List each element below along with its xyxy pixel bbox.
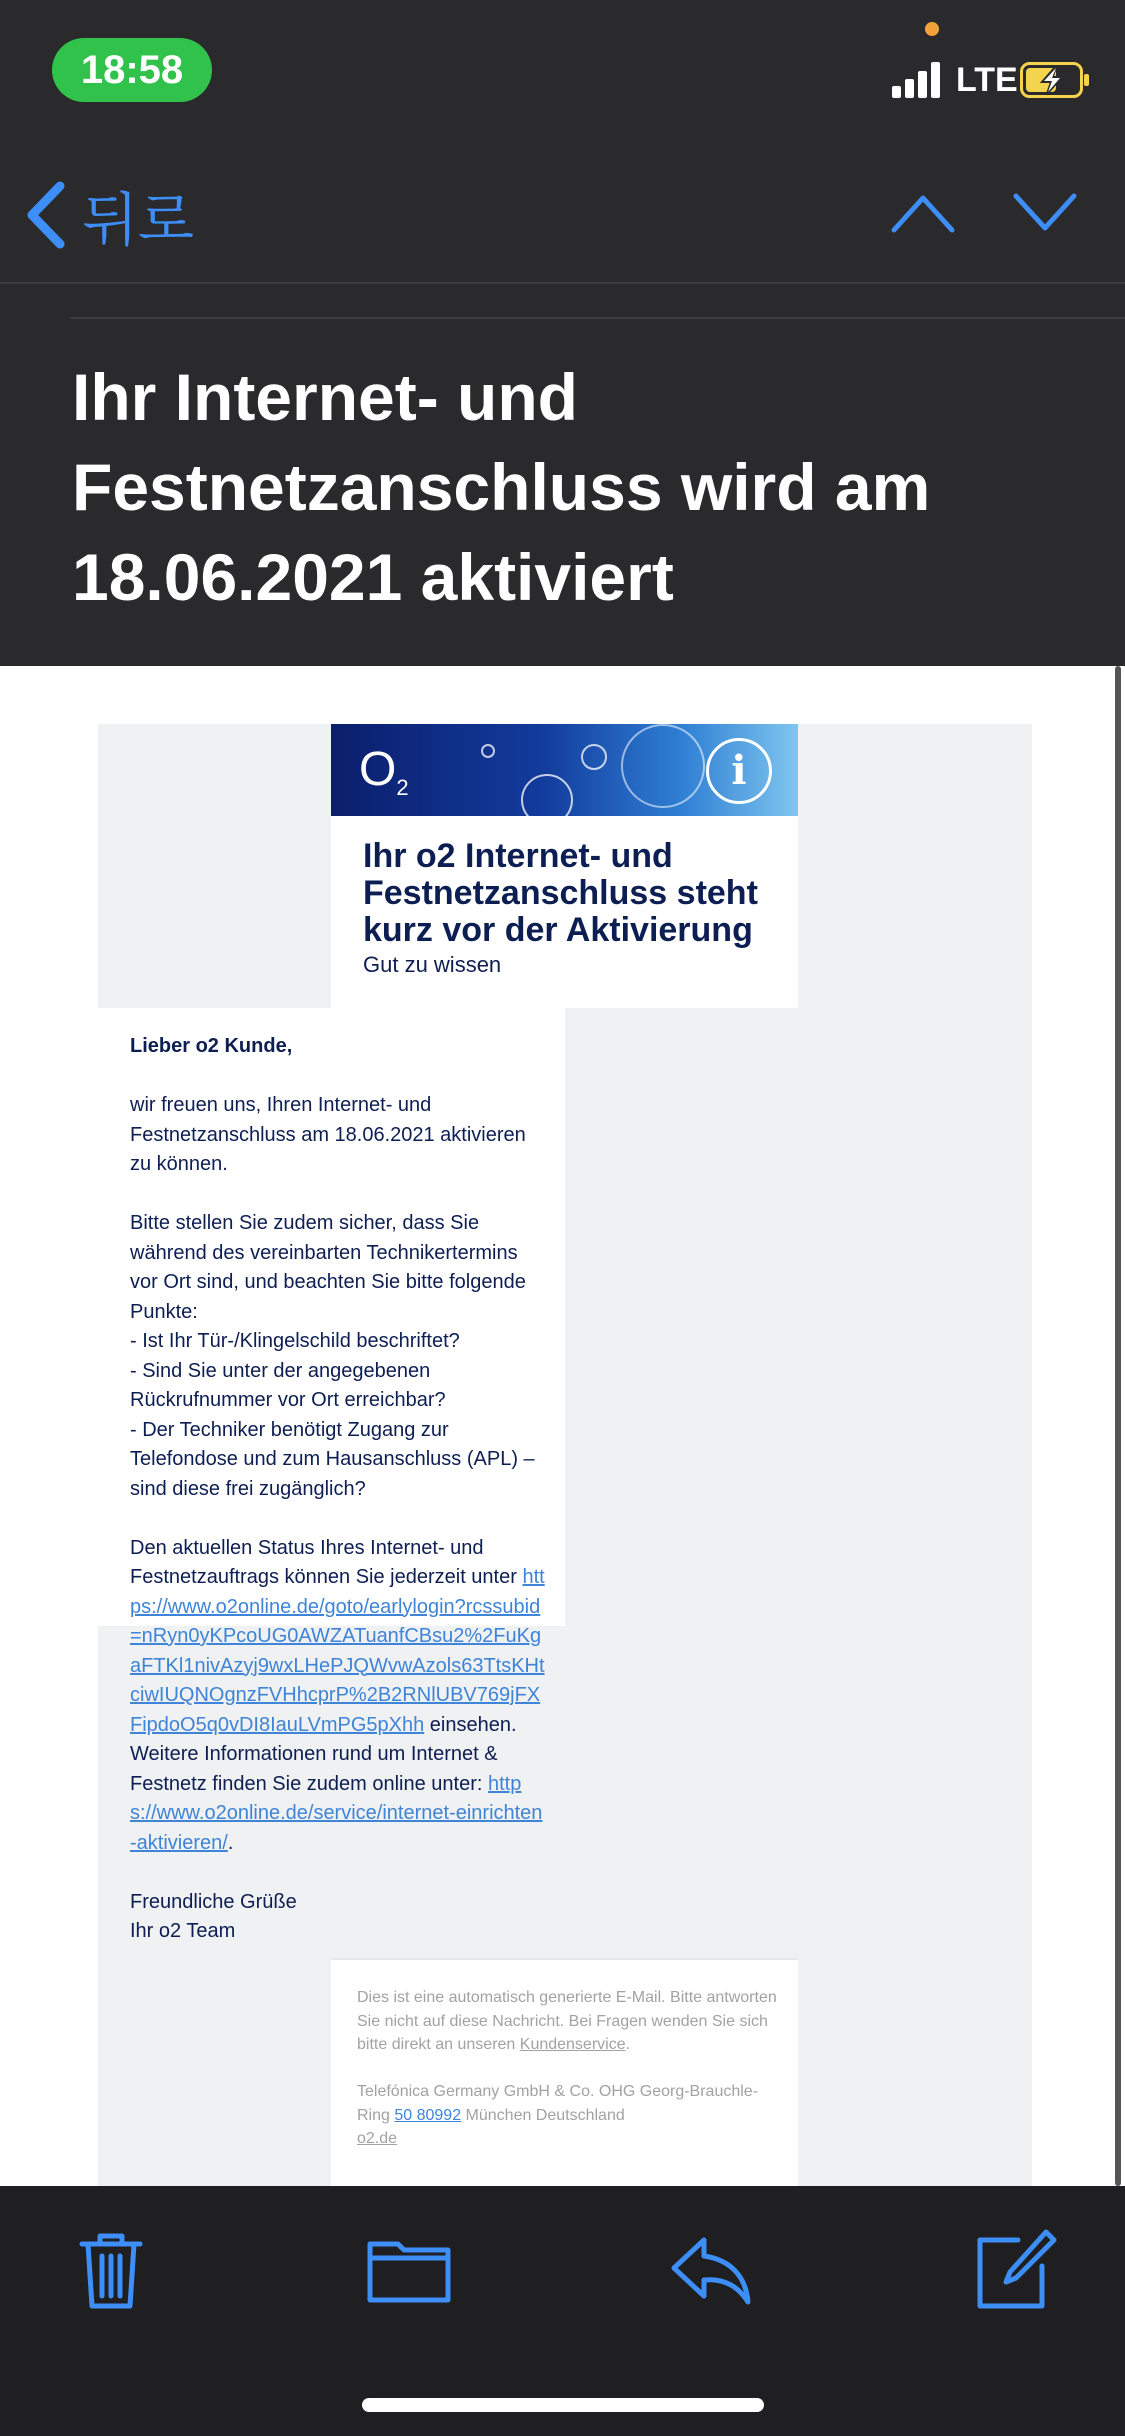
folder-icon[interactable]	[366, 2226, 452, 2312]
previous-message-button[interactable]	[890, 190, 956, 236]
hero-title: Ihr o2 Internet- und Festnetzanschluss steht kurz vor der Aktivierung	[363, 837, 758, 949]
bottom-toolbar	[0, 2186, 1125, 2436]
kundenservice-link[interactable]: Kundenservice	[519, 2036, 626, 2053]
message-body	[130, 1032, 548, 1947]
website-link[interactable]: o2.de	[357, 2130, 398, 2147]
info-icon: i	[706, 738, 772, 804]
status-link[interactable]: https://www.o2online.de/goto/earlylogin?rcssubid=nRyn0yKPcoUG0AWZATuanfCBsu2%2FuKgaFTKl1nivAzyj9wxLHePJQWvwAzols63TtsKHtciwIUQNOgnzFVHhcprP%2B2RNlUBV769jFXFipdoO5q0vDI8IauLVmPG5pXhh	[130, 1566, 545, 1736]
bubble-decoration	[581, 744, 607, 770]
status-time[interactable]: 18:58	[52, 38, 212, 102]
o2-banner	[331, 724, 798, 816]
trash-icon[interactable]	[68, 2226, 154, 2312]
bubble-decoration	[481, 744, 495, 758]
footer-card	[331, 1960, 798, 2186]
email-content[interactable]	[0, 666, 1125, 2186]
paragraph: wir freuen uns, Ihren Internet- und Festnetzanschluss am 18.06.2021 aktivieren zu können.	[130, 1094, 526, 1175]
status-paragraph: Den aktuellen Status Ihres Internet- und Festnetzauftrags können Sie jederzeit unter https://www.o2online.de/goto/earlylogin?rcssubid=nRyn0yKPcoUG0AWZATuanfCBsu2%2FuKgaFTKl1nivAzyj9wxLHePJQWvwAzols63TtsKHtciwIUQNOgnzFVHhcprP%2B2RNlUBV769jFXFipdoO5q0vDI8IauLVmPG5pXhh einsehen. Weitere Informationen rund um Internet & Festnetz finden Sie zudem online unter: https://www.o2online.de/service/internet-einrichten-aktivieren/.	[130, 1536, 545, 1854]
bullet-item: - Sind Sie unter der angegebenen Rückrufnummer vor Ort erreichbar?	[130, 1359, 446, 1411]
home-indicator[interactable]	[362, 2398, 764, 2412]
battery-charging-icon	[1020, 62, 1090, 98]
service-link[interactable]: https://www.o2online.de/service/internet-einrichten-aktivieren/	[130, 1772, 543, 1854]
mail-header-area	[0, 0, 1125, 666]
address-link[interactable]: 50 80992	[394, 2106, 462, 2124]
message-body-card	[98, 1008, 565, 1942]
chevron-left-icon	[24, 180, 68, 250]
bullet-item: - Der Techniker benötigt Zugang zur Telefondose und zum Hausanschluss (APL) – sind diese frei zugänglich?	[130, 1418, 535, 1500]
network-type: LTE	[956, 61, 1018, 99]
bubble-decoration	[521, 774, 573, 816]
divider	[70, 317, 1125, 319]
paragraph: Bitte stellen Sie zudem sicher, dass Sie während des vereinbarten Technikertermins vor Ort sind, und beachten Sie bitte folgende Punkte:	[130, 1212, 526, 1323]
compose-icon[interactable]	[972, 2226, 1058, 2312]
greeting: Lieber o2 Kunde,	[130, 1035, 293, 1057]
scrollbar[interactable]	[1115, 666, 1121, 2186]
hero-card	[331, 816, 798, 1008]
hero-subtitle: Gut zu wissen	[363, 952, 502, 977]
back-label: 뒤로	[82, 188, 195, 253]
auto-notice: Dies ist eine automatisch generierte E-Mail. Bitte antworten Sie nicht auf diese Nachricht. Bei Fragen wenden Sie sich bitte direkt an unseren Kundenservice.	[357, 1989, 777, 2053]
company-address: Telefónica Germany GmbH & Co. OHG Georg-Brauchle-Ring 50 80992 München Deutschland o2.de	[357, 2083, 759, 2147]
o2-logo: $O_2$	[359, 743, 409, 800]
bullet-item: - Ist Ihr Tür-/Klingelschild beschriftet?	[130, 1330, 460, 1352]
closing: Freundliche Grüße	[130, 1890, 297, 1913]
bubble-decoration	[621, 724, 705, 808]
signal-strength-icon	[892, 62, 947, 98]
mail-subject: Ihr Internet- und Festnetzanschluss wird am 18.06.2021 aktiviert	[72, 360, 931, 614]
back-button[interactable]	[24, 175, 194, 255]
reply-icon[interactable]	[668, 2226, 754, 2312]
signature: Ihr o2 Team	[130, 1920, 236, 1942]
next-message-button[interactable]	[1012, 190, 1078, 236]
privacy-indicator-dot	[925, 22, 939, 36]
footer-text	[357, 1986, 777, 2151]
divider	[0, 282, 1125, 284]
